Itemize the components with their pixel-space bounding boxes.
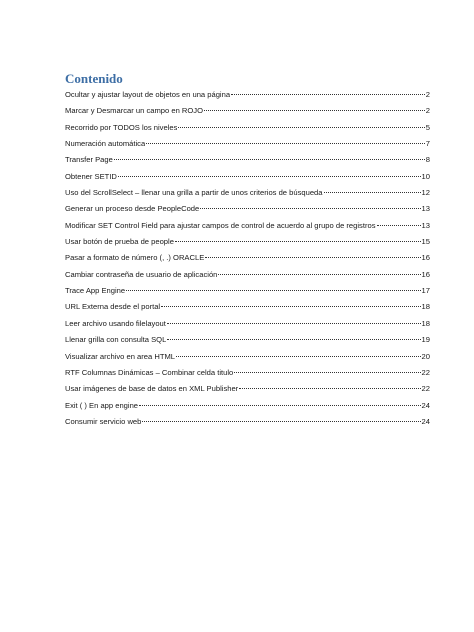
toc-entry[interactable] — [65, 253, 430, 269]
toc-entry[interactable] — [65, 90, 430, 106]
toc-dot-leader — [167, 323, 421, 324]
toc-dot-leader — [377, 225, 421, 226]
toc-entry[interactable] — [65, 417, 430, 433]
toc-dot-leader — [178, 127, 424, 128]
toc-entry[interactable] — [65, 188, 430, 204]
toc-entry-page-number: 24 — [421, 416, 430, 426]
toc-entry-text: Modificar SET Control Field para ajustar campos de control de acuerdo al grupo de registros — [65, 220, 376, 230]
toc-entry-text: Ocultar y ajustar layout de objetos en una página — [65, 90, 231, 99]
toc-entry-page-number: 15 — [421, 237, 430, 247]
toc-entry[interactable] — [65, 302, 430, 318]
toc-entry[interactable] — [65, 237, 430, 253]
toc-entry-text: Obtener SETID — [65, 171, 117, 181]
toc-entry[interactable] — [65, 384, 430, 400]
toc-dot-leader — [239, 388, 420, 389]
toc-entry[interactable] — [65, 155, 430, 171]
toc-entry-page-number: 2 — [425, 90, 430, 99]
toc-entry-text: Transfer Page — [65, 155, 113, 165]
toc-entry-page-number: 19 — [421, 335, 430, 345]
toc-entry-text: Recorrido por TODOS los niveles — [65, 122, 178, 132]
toc-entry-page-number: 18 — [421, 302, 430, 312]
toc-entry-text: RTF Columnas Dinámicas – Combinar celda titulo — [65, 367, 234, 377]
toc-entry-page-number: 24 — [421, 400, 430, 410]
toc-entry-text: Leer archivo usando filelayout — [65, 318, 166, 328]
toc-entry-page-number: 12 — [421, 188, 430, 198]
toc-dot-leader — [167, 339, 420, 340]
toc-entry-page-number: 22 — [421, 384, 430, 394]
toc-entry-text: Numeración automática — [65, 139, 146, 149]
toc-entry-page-number: 18 — [421, 318, 430, 328]
toc-entry-page-number: 16 — [421, 253, 430, 263]
toc-entry-page-number: 20 — [421, 351, 430, 361]
toc-entry[interactable] — [65, 139, 430, 155]
toc-dot-leader — [118, 176, 421, 177]
toc-entry-text: Consumir servicio web — [65, 416, 142, 426]
toc-entry-text: Marcar y Desmarcar un campo en ROJO — [65, 106, 203, 116]
toc-entry[interactable] — [65, 270, 430, 286]
toc-entry[interactable] — [65, 368, 430, 384]
toc-entry-text: Visualizar archivo en area HTML — [65, 351, 176, 361]
toc-entry-text: Exit ( ) En app engine — [65, 400, 139, 410]
toc-entry[interactable] — [65, 172, 430, 188]
toc-dot-leader — [146, 143, 425, 144]
toc-entry-text: Trace App Engine — [65, 286, 126, 296]
toc-dot-leader — [204, 110, 425, 111]
toc-entry[interactable] — [65, 352, 430, 368]
toc-entry-page-number: 2 — [425, 106, 430, 116]
toc-entry-page-number: 7 — [425, 139, 430, 149]
toc-entry-text: Llenar grilla con consulta SQL — [65, 335, 167, 345]
toc-entry[interactable] — [65, 221, 430, 237]
toc-entry-text: Uso del ScrollSelect – llenar una grilla a partir de unos criterios de búsqueda — [65, 188, 323, 198]
toc-list — [65, 90, 430, 433]
toc-dot-leader — [175, 241, 421, 242]
toc-dot-leader — [324, 192, 421, 193]
toc-entry[interactable] — [65, 335, 430, 351]
toc-entry-page-number: 5 — [425, 122, 430, 132]
toc-dot-leader — [161, 306, 420, 307]
toc-entry-page-number: 8 — [425, 155, 430, 165]
toc-entry-text: Usar imágenes de base de datos en XML Publisher — [65, 384, 239, 394]
toc-dot-leader — [200, 208, 420, 209]
toc-entry-page-number: 13 — [421, 204, 430, 214]
toc-entry-text: Generar un proceso desde PeopleCode — [65, 204, 200, 214]
toc-entry[interactable] — [65, 319, 430, 335]
toc-entry[interactable] — [65, 204, 430, 220]
toc-dot-leader — [234, 372, 420, 373]
toc-dot-leader — [176, 356, 421, 357]
toc-entry[interactable] — [65, 286, 430, 302]
toc-dot-leader — [231, 94, 425, 95]
toc-dot-leader — [139, 405, 421, 406]
toc-dot-leader — [126, 290, 420, 291]
toc-entry-page-number: 16 — [421, 269, 430, 279]
toc-entry[interactable] — [65, 106, 430, 122]
toc-entry-text: Cambiar contraseña de usuario de aplicación — [65, 269, 218, 279]
toc-entry-page-number: 10 — [421, 171, 430, 181]
toc-entry-text: URL Externa desde el portal — [65, 302, 161, 312]
toc-entry[interactable] — [65, 401, 430, 417]
toc-dot-leader — [205, 257, 420, 258]
toc-dot-leader — [114, 159, 425, 160]
toc-dot-leader — [142, 421, 420, 422]
toc-entry-page-number: 22 — [421, 367, 430, 377]
toc-entry-text: Pasar a formato de número (, .) ORACLE — [65, 253, 205, 263]
toc-entry[interactable] — [65, 123, 430, 139]
toc-entry-page-number: 17 — [421, 286, 430, 296]
toc-title: Contenido — [65, 71, 123, 86]
toc-entry-text: Usar botón de prueba de people — [65, 237, 174, 247]
toc-entry-page-number: 13 — [421, 220, 430, 230]
toc-dot-leader — [218, 274, 420, 275]
